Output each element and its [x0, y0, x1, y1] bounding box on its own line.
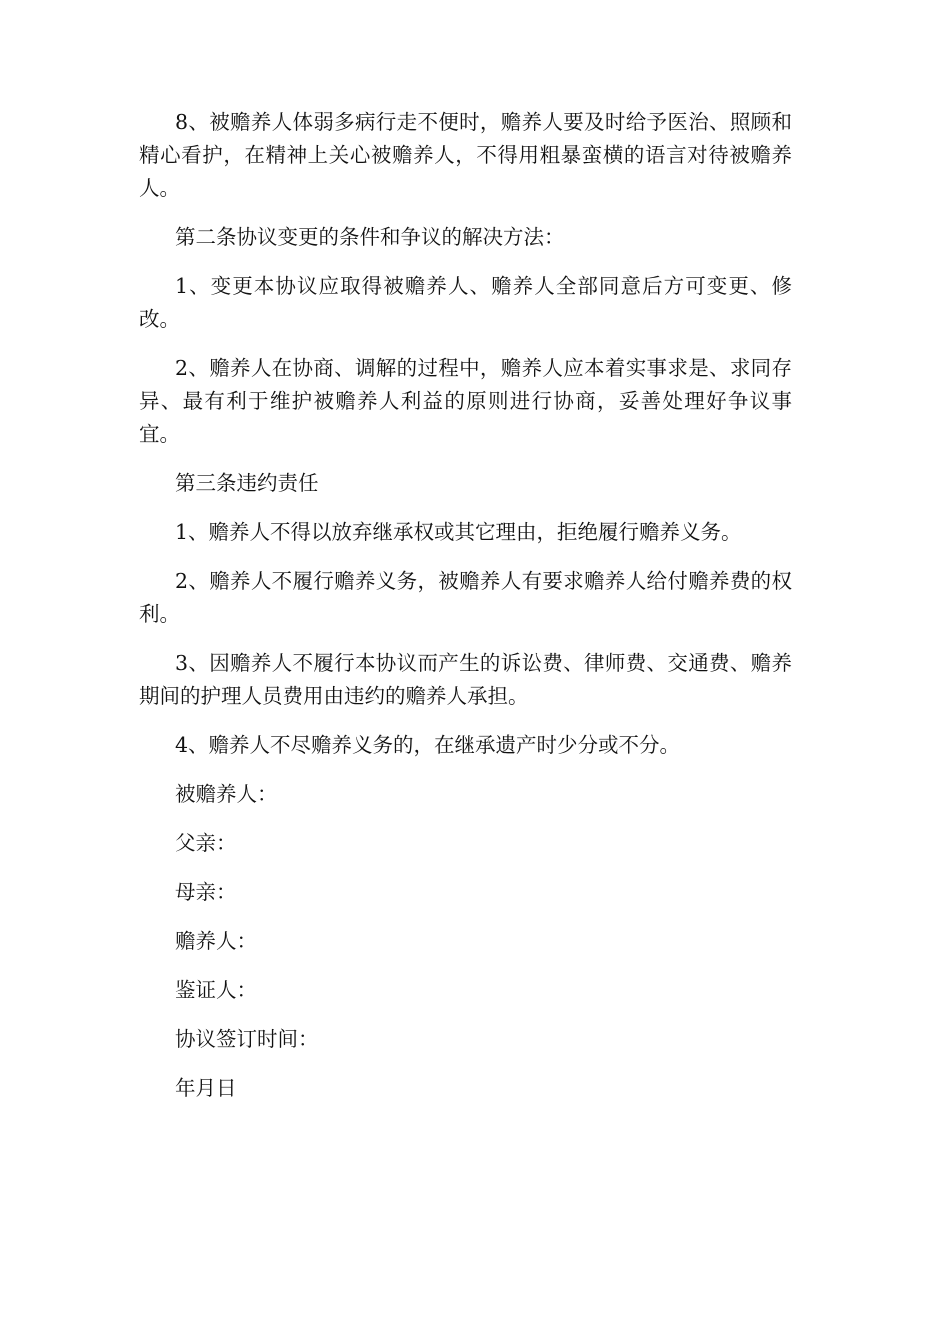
- article-3-heading: 第三条违约责任: [175, 471, 319, 495]
- signature-mother: 母亲：: [175, 880, 237, 904]
- article-2-item-1: 1、变更本协议应取得被赡养人、赡养人全部同意后方可变更、修改。: [139, 274, 792, 331]
- clause-8-care: 8、被赡养人体弱多病行走不便时，赡养人要及时给予医治、照顾和精心看护，在精神上关心被赡养人，不得用粗暴蛮横的语言对待被赡养人。: [139, 110, 792, 200]
- signing-time-label: 协议签订时间：: [175, 1027, 319, 1051]
- signature-supporter: 赡养人：: [175, 929, 257, 953]
- article-3-item-2: 2、赡养人不履行赡养义务，被赡养人有要求赡养人给付赡养费的权利。: [139, 569, 792, 626]
- article-2-heading: 第二条协议变更的条件和争议的解决方法：: [175, 225, 565, 249]
- article-3-item-4: 4、赡养人不尽赡养义务的，在继承遗产时少分或不分。: [175, 733, 681, 757]
- signature-supported-person: 被赡养人：: [175, 782, 278, 806]
- signature-father: 父亲：: [175, 831, 237, 855]
- article-3-item-1: 1、赡养人不得以放弃继承权或其它理由，拒绝履行赡养义务。: [175, 520, 742, 544]
- article-2-item-2: 2、赡养人在协商、调解的过程中，赡养人应本着实事求是、求同存异、最有利于维护被赡养人利益的原则进行协商，妥善处理好争议事宜。: [139, 356, 792, 446]
- signature-witness: 鉴证人：: [175, 978, 257, 1002]
- article-3-item-3: 3、因赡养人不履行本协议而产生的诉讼费、律师费、交通费、赡养期间的护理人员费用由违约的赡养人承担。: [139, 651, 792, 708]
- signing-date: 年月日: [175, 1076, 237, 1100]
